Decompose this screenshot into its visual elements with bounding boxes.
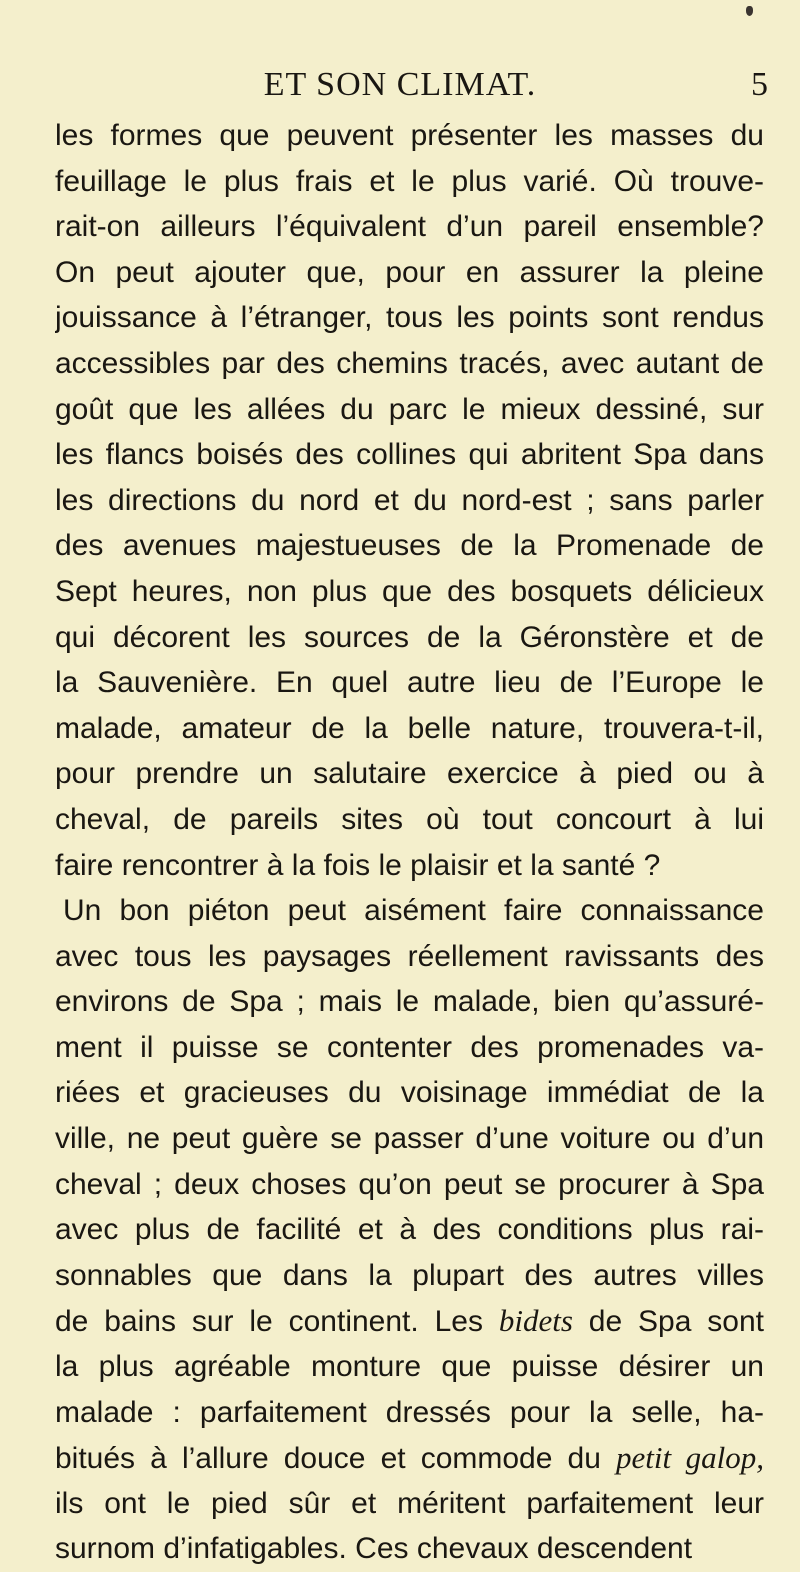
text-line: accessibles par des chemins tracés, avec autant de xyxy=(55,346,764,380)
text-line: Un bon piéton peut aisément faire connaissance xyxy=(63,894,764,928)
text-line: qui décorent les sources de la Géronstère et de xyxy=(55,620,764,654)
text-line xyxy=(55,1435,764,1481)
text-line: avec plus de facilité et à des conditions plus rai- xyxy=(55,1213,764,1247)
text-line: les flancs boisés des collines qui abritent Spa dans xyxy=(55,438,764,472)
text-line: goût que les allées du parc le mieux dessiné, sur xyxy=(55,392,764,426)
text-line: la plus agréable monture que puisse désirer un xyxy=(55,1350,764,1384)
text-line: riées et gracieuses du voisinage immédiat de la xyxy=(55,1076,764,1110)
text-line: cheval, de pareils sites où tout concourt à lui xyxy=(55,802,764,836)
text-line: ils ont le pied sûr et méritent parfaitement leur xyxy=(55,1486,764,1520)
text-line: malade, amateur de la belle nature, trouvera-t-il, xyxy=(55,711,764,745)
running-title: ET SON CLIMAT. xyxy=(263,66,537,103)
text-segment: bitués à l’allure douce et commode du xyxy=(55,1442,601,1476)
text-line: jouissance à l’étranger, tous les points sont rendus xyxy=(55,301,764,335)
text-line: les directions du nord et du nord-est ; sans parler xyxy=(55,483,764,517)
ink-speck xyxy=(746,6,753,16)
text-segment: de Spa sont xyxy=(572,1305,764,1339)
page-number: 5 xyxy=(751,66,768,103)
text-line: ment il puisse se contenter des promenades va- xyxy=(55,1030,764,1064)
text-line: faire rencontrer à la fois le plaisir et la santé ? xyxy=(55,848,661,882)
text-line: les formes que peuvent présenter les masses du xyxy=(55,119,764,152)
text-line: feuillage le plus frais et le plus varié. Où trouve- xyxy=(55,164,764,198)
italic-word: petit galop, xyxy=(616,1440,764,1476)
text-line xyxy=(55,1298,764,1344)
text-line: des avenues majestueuses de la Promenade de xyxy=(55,529,764,563)
text-line: rait-on ailleurs l’équivalent d’un pareil ensemble? xyxy=(55,210,764,244)
text-line: surnom d’infatigables. Ces chevaux descendent xyxy=(55,1532,693,1566)
text-line: sonnables que dans la plupart des autres villes xyxy=(55,1258,764,1292)
text-line: cheval ; deux choses qu’on peut se procurer à Spa xyxy=(55,1167,764,1201)
text-line: Sept heures, non plus que des bosquets délicieux xyxy=(55,574,764,608)
text-line: la Sauvenière. En quel autre lieu de l’Europe le xyxy=(55,666,764,700)
text-line: pour prendre un salutaire exercice à pied ou à xyxy=(55,757,764,791)
page-header xyxy=(0,66,800,106)
text-line: environs de Spa ; mais le malade, bien qu’assuré- xyxy=(55,985,764,1019)
text-line: ville, ne peut guère se passer d’une voiture ou d’un xyxy=(55,1122,764,1156)
body-text xyxy=(55,113,764,1572)
text-segment: de bains sur le continent. Les xyxy=(55,1305,483,1339)
text-line: On peut ajouter que, pour en assurer la pleine xyxy=(55,255,764,289)
text-line: avec tous les paysages réellement ravissants des xyxy=(55,939,764,973)
text-line: malade : parfaitement dressés pour la selle, ha- xyxy=(55,1395,764,1429)
italic-word: bidets xyxy=(498,1303,573,1339)
